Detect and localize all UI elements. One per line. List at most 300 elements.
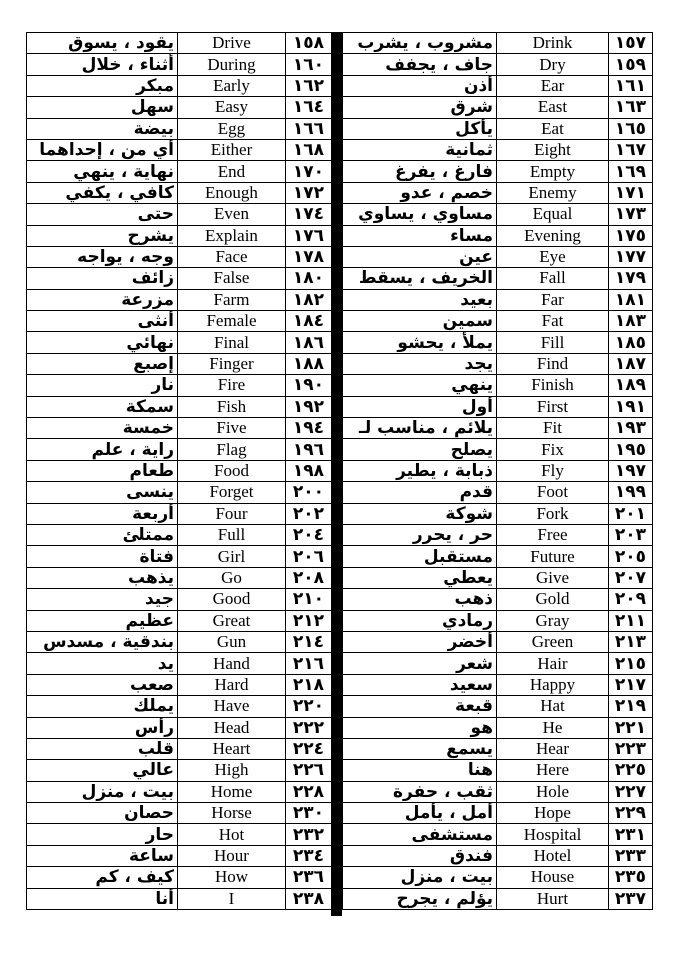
english-word: Even [178,204,286,225]
arabic-translation: أربعة [27,503,178,524]
entry-number: ١٨٧ [609,353,653,374]
vocab-row [343,760,653,781]
arabic-translation: أثناء ، خلال [27,54,178,75]
arabic-translation: يلائم ، مناسب لـ [343,418,497,439]
english-word: Happy [497,674,609,695]
arabic-translation: كيف ، كم [27,867,178,888]
arabic-translation: إصبع [27,353,178,374]
entry-number: ١٩٢ [286,396,332,417]
entry-number: ١٨٠ [286,268,332,289]
arabic-translation: طعام [27,460,178,481]
entry-number: ٢٠١ [609,503,653,524]
entry-number: ٢١٠ [286,589,332,610]
entry-number: ٢٢٣ [609,738,653,759]
arabic-translation: حصان [27,803,178,824]
vocab-row [343,439,653,460]
vocab-row [343,118,653,139]
center-divider [331,32,342,916]
vocab-row [27,75,332,96]
vocab-row [343,781,653,802]
vocab-row [343,803,653,824]
arabic-translation: الخريف ، يسقط [343,268,497,289]
vocab-row [27,311,332,332]
arabic-translation: ينسى [27,482,178,503]
english-word: Farm [178,289,286,310]
english-word: Hair [497,653,609,674]
english-word: Ear [497,75,609,96]
entry-number: ٢٣٣ [609,845,653,866]
vocab-row [27,631,332,652]
english-word: Early [178,75,286,96]
vocab-row [343,460,653,481]
entry-number: ٢٢٤ [286,738,332,759]
vocab-row [343,546,653,567]
entry-number: ١٨٨ [286,353,332,374]
vocab-row [27,738,332,759]
english-word: Fish [178,396,286,417]
arabic-translation: سمين [343,311,497,332]
entry-number: ٢٣٧ [609,888,653,909]
english-word: Fill [497,332,609,353]
english-word: Either [178,139,286,160]
arabic-translation: هنا [343,760,497,781]
entry-number: ١٦٩ [609,161,653,182]
entry-number: ٢٢٠ [286,696,332,717]
english-word: Great [178,610,286,631]
english-word: False [178,268,286,289]
english-word: Hour [178,845,286,866]
vocab-row [343,524,653,545]
entry-number: ١٨٣ [609,311,653,332]
english-word: East [497,97,609,118]
english-word: Hot [178,824,286,845]
vocab-row [343,311,653,332]
arabic-translation: أذن [343,75,497,96]
vocab-row [27,246,332,267]
arabic-translation: أمل ، يأمل [343,803,497,824]
english-word: Evening [497,225,609,246]
english-word: Eye [497,246,609,267]
english-word: Far [497,289,609,310]
vocab-row [27,781,332,802]
arabic-translation: يؤلم ، يجرح [343,888,497,909]
english-word: Fork [497,503,609,524]
vocab-row [27,118,332,139]
vocab-row [343,396,653,417]
arabic-translation: رمادي [343,610,497,631]
english-word: Equal [497,204,609,225]
entry-number: ١٦٤ [286,97,332,118]
arabic-translation: ذهب [343,589,497,610]
entry-number: ١٨٢ [286,289,332,310]
english-word: Drive [178,33,286,54]
arabic-translation: بعيد [343,289,497,310]
vocab-row [27,460,332,481]
english-word: Home [178,781,286,802]
entry-number: ١٩٣ [609,418,653,439]
entry-number: ١٦٠ [286,54,332,75]
english-word: Foot [497,482,609,503]
entry-number: ٢٠٧ [609,567,653,588]
arabic-translation: فتاة [27,546,178,567]
arabic-translation: راية ، علم [27,439,178,460]
entry-number: ١٩٩ [609,482,653,503]
arabic-translation: جاف ، يجفف [343,54,497,75]
entry-number: ١٩١ [609,396,653,417]
vocab-row [27,54,332,75]
english-word: He [497,717,609,738]
vocab-row [343,696,653,717]
left-table-body [27,33,332,910]
english-word: Fly [497,460,609,481]
english-word: Have [178,696,286,717]
arabic-translation: عظيم [27,610,178,631]
arabic-translation: يأكل [343,118,497,139]
entry-number: ٢٢٦ [286,760,332,781]
entry-number: ١٧٣ [609,204,653,225]
english-word: Hospital [497,824,609,845]
vocab-row [343,225,653,246]
arabic-translation: ساعة [27,845,178,866]
entry-number: ٢١٨ [286,674,332,695]
arabic-translation: ممتلئ [27,524,178,545]
entry-number: ١٩٨ [286,460,332,481]
english-word: Full [178,524,286,545]
entry-number: ٢١٩ [609,696,653,717]
vocab-row [343,97,653,118]
arabic-translation: يذهب [27,567,178,588]
vocab-row [343,631,653,652]
vocab-row [343,268,653,289]
arabic-translation: بندقية ، مسدس [27,631,178,652]
english-word: Food [178,460,286,481]
entry-number: ١٦٦ [286,118,332,139]
entry-number: ٢٢٧ [609,781,653,802]
arabic-translation: فندق [343,845,497,866]
entry-number: ١٨٥ [609,332,653,353]
arabic-translation: يشرح [27,225,178,246]
arabic-translation: قلب [27,738,178,759]
vocab-row [27,888,332,909]
english-word: Drink [497,33,609,54]
entry-number: ١٩٥ [609,439,653,460]
arabic-translation: يسمع [343,738,497,759]
english-word: First [497,396,609,417]
english-word: Enemy [497,182,609,203]
entry-number: ١٥٧ [609,33,653,54]
arabic-translation: مستشفى [343,824,497,845]
arabic-translation: رأس [27,717,178,738]
arabic-translation: حر ، يحرر [343,524,497,545]
vocab-row [27,482,332,503]
arabic-translation: مشروب ، يشرب [343,33,497,54]
english-word: Horse [178,803,286,824]
vocab-row [343,204,653,225]
entry-number: ١٧٧ [609,246,653,267]
arabic-translation: يجد [343,353,497,374]
arabic-translation: مساء [343,225,497,246]
english-word: Hard [178,674,286,695]
vocab-row [27,546,332,567]
vocab-row [27,268,332,289]
english-word: Female [178,311,286,332]
english-word: Free [497,524,609,545]
vocab-row [343,610,653,631]
entry-number: ٢٢٢ [286,717,332,738]
entry-number: ٢٢١ [609,717,653,738]
arabic-translation: ينهي [343,375,497,396]
entry-number: ١٩٦ [286,439,332,460]
entry-number: ١٦٢ [286,75,332,96]
vocab-row [27,33,332,54]
english-word: Finish [497,375,609,396]
right-table-body [343,33,653,910]
entry-number: ٢٠٣ [609,524,653,545]
entry-number: ١٨٤ [286,311,332,332]
english-word: Fat [497,311,609,332]
arabic-translation: جيد [27,589,178,610]
vocab-row [343,824,653,845]
vocab-row [27,375,332,396]
entry-number: ١٦١ [609,75,653,96]
vocab-row [27,803,332,824]
entry-number: ٢٣٦ [286,867,332,888]
entry-number: ١٨٩ [609,375,653,396]
vocab-row [27,97,332,118]
vocab-row [343,139,653,160]
entry-number: ٢٣٠ [286,803,332,824]
entry-number: ٢١٤ [286,631,332,652]
english-word: Hole [497,781,609,802]
vocab-row [343,589,653,610]
vocab-row [343,717,653,738]
arabic-translation: يملأ ، يحشو [343,332,497,353]
entry-number: ٢١٥ [609,653,653,674]
arabic-translation: خصم ، عدو [343,182,497,203]
arabic-translation: نار [27,375,178,396]
english-word: Final [178,332,286,353]
english-word: Heart [178,738,286,759]
english-word: Head [178,717,286,738]
entry-number: ١٥٩ [609,54,653,75]
english-word: During [178,54,286,75]
arabic-translation: حتى [27,204,178,225]
arabic-translation: ثقب ، حفرة [343,781,497,802]
arabic-translation: مساوي ، يساوي [343,204,497,225]
arabic-translation: يد [27,653,178,674]
english-word: Hurt [497,888,609,909]
arabic-translation: سمكة [27,396,178,417]
entry-number: ١٩٠ [286,375,332,396]
entry-number: ٢١١ [609,610,653,631]
english-word: High [178,760,286,781]
arabic-translation: شرق [343,97,497,118]
vocab-row [343,418,653,439]
arabic-translation: أي من ، إحداهما [27,139,178,160]
vocab-row [27,396,332,417]
entry-number: ٢٠٦ [286,546,332,567]
entry-number: ١٧٢ [286,182,332,203]
english-word: Give [497,567,609,588]
english-word: Hat [497,696,609,717]
english-word: Egg [178,118,286,139]
arabic-translation: يقود ، يسوق [27,33,178,54]
entry-number: ٢٢٨ [286,781,332,802]
english-word: Gold [497,589,609,610]
vocab-row [343,845,653,866]
english-word: Forget [178,482,286,503]
vocab-row [27,225,332,246]
arabic-translation: مزرعة [27,289,178,310]
vocab-row [343,353,653,374]
entry-number: ١٦٥ [609,118,653,139]
english-word: Find [497,353,609,374]
vocab-row [343,332,653,353]
entry-number: ٢١٧ [609,674,653,695]
english-word: Flag [178,439,286,460]
vocab-row [343,503,653,524]
vocab-row [343,246,653,267]
entry-number: ٢٣١ [609,824,653,845]
vocab-row [27,503,332,524]
arabic-translation: شوكة [343,503,497,524]
arabic-translation: أول [343,396,497,417]
vocab-row [27,824,332,845]
entry-number: ٢٠٠ [286,482,332,503]
english-word: Green [497,631,609,652]
arabic-translation: شعر [343,653,497,674]
arabic-translation: يملك [27,696,178,717]
arabic-translation: هو [343,717,497,738]
arabic-translation: نهائي [27,332,178,353]
english-word: Five [178,418,286,439]
vocab-row [343,567,653,588]
vocab-row [27,353,332,374]
entry-number: ١٩٤ [286,418,332,439]
vocab-row [27,289,332,310]
vocab-row [343,161,653,182]
right-vocabulary-table [342,32,653,910]
arabic-translation: أخضر [343,631,497,652]
entry-number: ١٦٧ [609,139,653,160]
entry-number: ١٨٦ [286,332,332,353]
english-word: Fix [497,439,609,460]
entry-number: ٢٠٢ [286,503,332,524]
vocab-row [27,845,332,866]
english-word: House [497,867,609,888]
vocab-row [27,332,332,353]
vocab-row [343,33,653,54]
english-word: Gray [497,610,609,631]
entry-number: ١٧٨ [286,246,332,267]
arabic-translation: حار [27,824,178,845]
vocab-row [343,867,653,888]
english-word: Explain [178,225,286,246]
entry-number: ١٨١ [609,289,653,310]
entry-number: ٢٣٢ [286,824,332,845]
entry-number: ١٦٣ [609,97,653,118]
entry-number: ٢٠٨ [286,567,332,588]
arabic-translation: أنا [27,888,178,909]
arabic-translation: قبعة [343,696,497,717]
english-word: Fall [497,268,609,289]
english-word: Dry [497,54,609,75]
entry-number: ١٦٨ [286,139,332,160]
vocab-row [343,75,653,96]
arabic-translation: سعيد [343,674,497,695]
arabic-translation: ذبابة ، يطير [343,460,497,481]
vocab-row [27,610,332,631]
vocab-row [343,674,653,695]
entry-number: ٢٠٤ [286,524,332,545]
entry-number: ١٧٩ [609,268,653,289]
arabic-translation: يصلح [343,439,497,460]
vocab-row [27,589,332,610]
arabic-translation: عالي [27,760,178,781]
vocab-row [27,717,332,738]
entry-number: ٢٣٥ [609,867,653,888]
entry-number: ٢٢٥ [609,760,653,781]
english-word: Hotel [497,845,609,866]
arabic-translation: ثمانية [343,139,497,160]
entry-number: ٢٠٥ [609,546,653,567]
english-word: Enough [178,182,286,203]
arabic-translation: وجه ، يواجه [27,246,178,267]
english-word: I [178,888,286,909]
arabic-translation: عين [343,246,497,267]
vocab-row [27,204,332,225]
arabic-translation: مستقبل [343,546,497,567]
english-word: Face [178,246,286,267]
arabic-translation: نهاية ، ينهي [27,161,178,182]
arabic-translation: يعطي [343,567,497,588]
entry-number: ٢٠٩ [609,589,653,610]
arabic-translation: سهل [27,97,178,118]
english-word: Here [497,760,609,781]
arabic-translation: بيت ، منزل [343,867,497,888]
english-word: Finger [178,353,286,374]
vocab-row [27,653,332,674]
entry-number: ٢٣٨ [286,888,332,909]
vocab-row [27,674,332,695]
arabic-translation: أنثى [27,311,178,332]
english-word: How [178,867,286,888]
arabic-translation: خمسة [27,418,178,439]
arabic-translation: بيت ، منزل [27,781,178,802]
entry-number: ٢٣٤ [286,845,332,866]
vocab-row [27,567,332,588]
vocab-row [27,867,332,888]
entry-number: ١٧٤ [286,204,332,225]
vocab-row [343,482,653,503]
english-word: Hand [178,653,286,674]
english-word: Go [178,567,286,588]
arabic-translation: بيضة [27,118,178,139]
entry-number: ٢١٦ [286,653,332,674]
vocab-row [343,888,653,909]
entry-number: ١٥٨ [286,33,332,54]
entry-number: ١٧٦ [286,225,332,246]
english-word: Fire [178,375,286,396]
english-word: Empty [497,161,609,182]
english-word: Fit [497,418,609,439]
entry-number: ١٧٠ [286,161,332,182]
entry-number: ٢١٢ [286,610,332,631]
vocab-row [343,54,653,75]
entry-number: ١٧١ [609,182,653,203]
english-word: Good [178,589,286,610]
vocab-row [27,139,332,160]
